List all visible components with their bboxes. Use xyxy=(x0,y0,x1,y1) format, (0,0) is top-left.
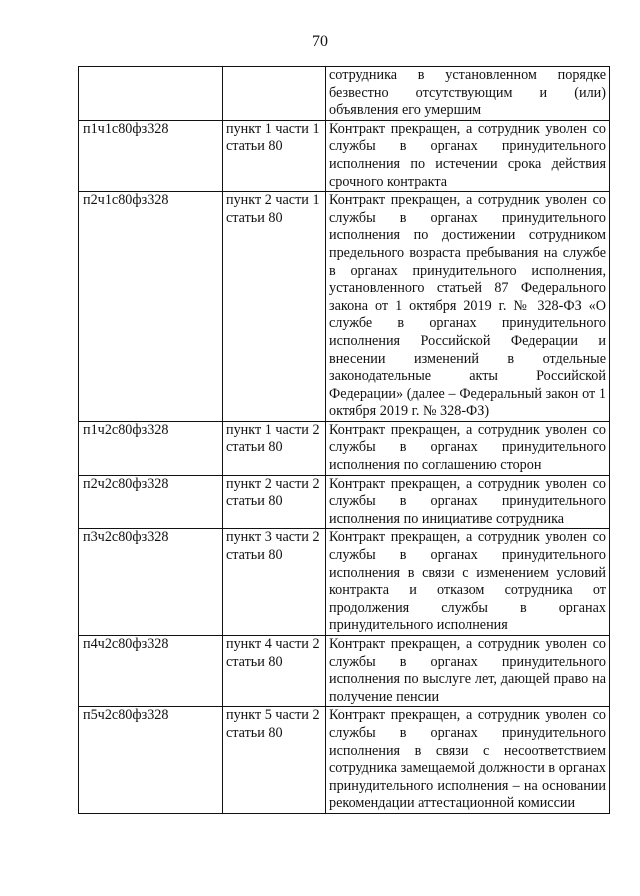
article-cell xyxy=(223,67,326,121)
table-row xyxy=(79,475,610,529)
table-row xyxy=(79,707,610,814)
table-row xyxy=(79,67,610,121)
article-cell: пункт 1 части 2 статьи 80 xyxy=(223,421,326,475)
article-cell: пункт 2 части 1 статьи 80 xyxy=(223,192,326,422)
article-cell: пункт 1 части 1 статьи 80 xyxy=(223,120,326,191)
description-cell: Контракт прекращен, а сотрудник уволен со службы в органах принудительного исполнения в связи с несоответствием сотрудника замещаемой должности в органах принудительного исполнения – на основании рекомендации аттестационной комиссии xyxy=(326,707,610,814)
description-cell: Контракт прекращен, а сотрудник уволен со службы в органах принудительного исполнения в связи с изменением условий контракта и отказом сотрудника от продолжения службы в органах принудительного исполнения xyxy=(326,529,610,636)
article-cell: пункт 5 части 2 статьи 80 xyxy=(223,707,326,814)
description-cell: Контракт прекращен, а сотрудник уволен со службы в органах принудительного исполнения по истечении срока действия срочного контракта xyxy=(326,120,610,191)
code-cell: п1ч1с80фз328 xyxy=(79,120,223,191)
code-cell: п3ч2с80фз328 xyxy=(79,529,223,636)
code-cell: п1ч2с80фз328 xyxy=(79,421,223,475)
table-row xyxy=(79,529,610,636)
article-cell: пункт 2 части 2 статьи 80 xyxy=(223,475,326,529)
description-cell: Контракт прекращен, а сотрудник уволен со службы в органах принудительного исполнения по соглашению сторон xyxy=(326,421,610,475)
article-cell: пункт 4 части 2 статьи 80 xyxy=(223,636,326,707)
description-cell: сотрудника в установленном порядке безвестно отсутствующим и (или) объявления его умершим xyxy=(326,67,610,121)
code-cell: п2ч2с80фз328 xyxy=(79,475,223,529)
code-cell: п5ч2с80фз328 xyxy=(79,707,223,814)
code-cell xyxy=(79,67,223,121)
table-row xyxy=(79,636,610,707)
description-cell: Контракт прекращен, а сотрудник уволен со службы в органах принудительного исполнения по инициативе сотрудника xyxy=(326,475,610,529)
table-row xyxy=(79,421,610,475)
code-cell: п2ч1с80фз328 xyxy=(79,192,223,422)
dismissal-codes-table xyxy=(78,66,610,814)
code-cell: п4ч2с80фз328 xyxy=(79,636,223,707)
table-row xyxy=(79,120,610,191)
article-cell: пункт 3 части 2 статьи 80 xyxy=(223,529,326,636)
description-cell: Контракт прекращен, а сотрудник уволен со службы в органах принудительного исполнения по выслуге лет, дающей право на получение пенсии xyxy=(326,636,610,707)
description-cell: Контракт прекращен, а сотрудник уволен со службы в органах принудительного исполнения по достижении сотрудником предельного возраста пребывания на службе в органах принудительного исполнения, установленного статьей 87 Федерального закона от 1 октября 2019 г. № 328-ФЗ «О службе в органах принудительного исполнения Российской Федерации и внесении изменений в отдельные законодательные акты Российской Федерации» (далее – Федеральный закон от 1 октября 2019 г. № 328-ФЗ) xyxy=(326,192,610,422)
page-number: 70 xyxy=(312,33,328,50)
table-row xyxy=(79,192,610,422)
